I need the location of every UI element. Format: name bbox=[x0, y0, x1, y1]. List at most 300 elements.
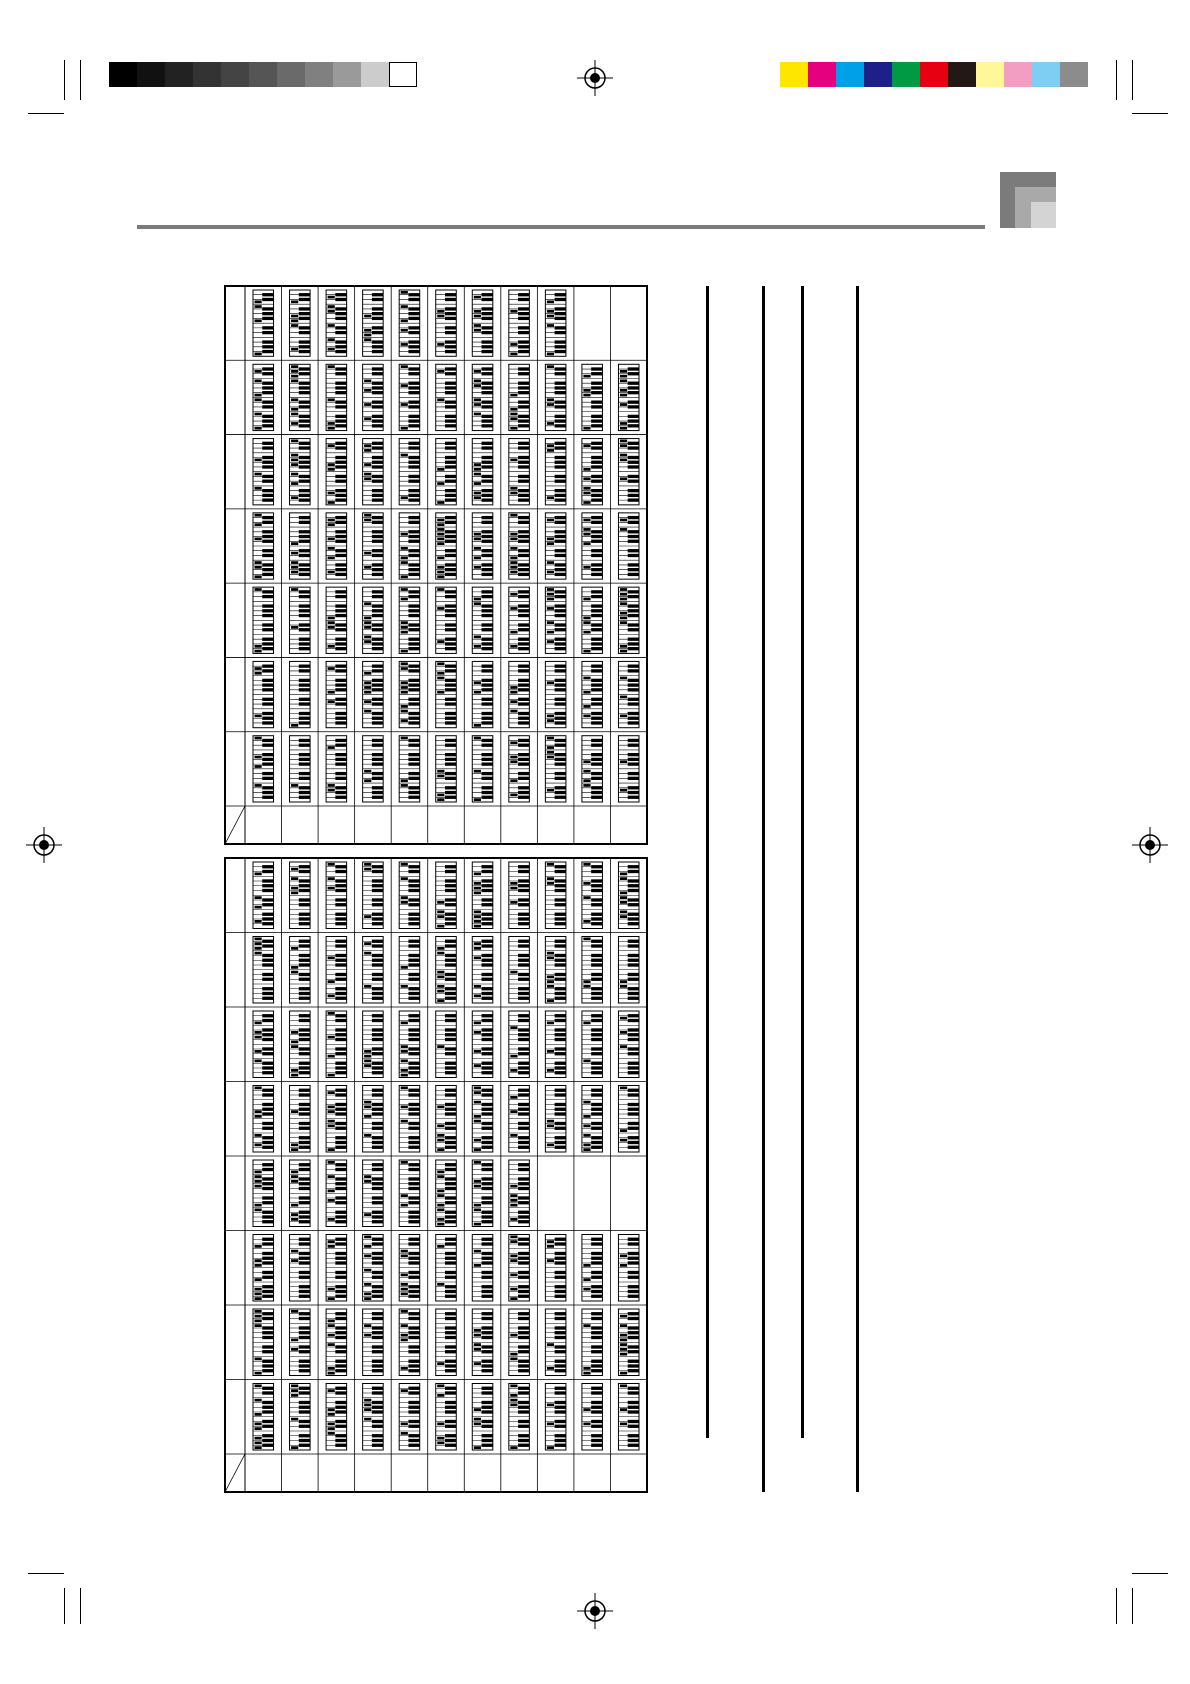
pressed-key-marker bbox=[583, 882, 590, 885]
pressed-key-marker bbox=[583, 427, 590, 430]
pressed-key-marker bbox=[401, 691, 408, 694]
pressed-key-marker bbox=[547, 1343, 554, 1346]
pressed-key-marker bbox=[583, 542, 590, 545]
pressed-key-marker bbox=[364, 640, 371, 643]
pressed-key-marker bbox=[547, 863, 554, 866]
pressed-key-marker bbox=[510, 1096, 517, 1099]
pressed-key-marker bbox=[437, 575, 444, 578]
pressed-key-marker bbox=[474, 737, 481, 740]
pressed-key-marker bbox=[583, 770, 590, 773]
pressed-key-marker bbox=[255, 1209, 262, 1212]
pressed-key-marker bbox=[437, 925, 444, 928]
pressed-key-marker bbox=[291, 459, 298, 462]
pressed-key-marker bbox=[255, 1245, 262, 1248]
pressed-key-marker bbox=[547, 607, 554, 610]
pressed-key-marker bbox=[364, 514, 371, 517]
pressed-key-marker bbox=[291, 1339, 298, 1342]
pressed-key-marker bbox=[510, 1110, 517, 1113]
pressed-key-marker bbox=[291, 319, 298, 322]
pressed-key-marker bbox=[255, 473, 262, 476]
pressed-key-marker bbox=[474, 566, 481, 569]
pressed-key-marker bbox=[401, 1334, 408, 1337]
pressed-key-marker bbox=[291, 1180, 298, 1183]
pressed-key-marker bbox=[620, 1324, 627, 1327]
pressed-key-marker bbox=[291, 454, 298, 457]
pressed-key-marker bbox=[328, 538, 335, 541]
pressed-key-marker bbox=[437, 566, 444, 569]
pressed-key-marker bbox=[510, 1385, 517, 1388]
pressed-key-marker bbox=[547, 877, 554, 880]
pressed-key-marker bbox=[364, 1293, 371, 1296]
pressed-key-marker bbox=[364, 329, 371, 332]
pressed-key-marker bbox=[401, 863, 408, 866]
pressed-key-marker bbox=[328, 463, 335, 466]
pressed-key-marker bbox=[291, 877, 298, 880]
pressed-key-marker bbox=[328, 980, 335, 983]
pressed-key-marker bbox=[547, 1120, 554, 1123]
pressed-key-marker bbox=[401, 1293, 408, 1296]
pressed-key-marker bbox=[401, 1120, 408, 1123]
pressed-key-marker bbox=[437, 538, 444, 541]
pressed-key-marker bbox=[547, 598, 554, 601]
pressed-key-marker bbox=[255, 1175, 262, 1178]
pressed-key-marker bbox=[255, 523, 262, 526]
pressed-key-marker bbox=[291, 887, 298, 890]
pressed-key-marker bbox=[401, 710, 408, 713]
pressed-key-marker bbox=[401, 1288, 408, 1291]
pressed-key-marker bbox=[583, 487, 590, 490]
pressed-key-marker bbox=[474, 1180, 481, 1183]
pressed-key-marker bbox=[547, 398, 554, 401]
pressed-key-marker bbox=[328, 468, 335, 471]
pressed-key-marker bbox=[474, 329, 481, 332]
pressed-key-marker bbox=[255, 1446, 262, 1449]
pressed-key-marker bbox=[510, 1199, 517, 1202]
pressed-key-marker bbox=[437, 1394, 444, 1397]
pressed-key-marker bbox=[547, 631, 554, 634]
pressed-key-marker bbox=[401, 547, 408, 550]
pressed-key-marker bbox=[474, 911, 481, 914]
pressed-key-marker bbox=[364, 617, 371, 620]
pressed-key-marker bbox=[620, 389, 627, 392]
pressed-key-marker bbox=[510, 533, 517, 536]
pressed-key-marker bbox=[328, 995, 335, 998]
pressed-key-marker bbox=[328, 348, 335, 351]
pressed-key-marker bbox=[401, 291, 408, 294]
pressed-key-marker bbox=[474, 398, 481, 401]
pressed-key-marker bbox=[328, 877, 335, 880]
pressed-key-marker bbox=[510, 514, 517, 517]
pressed-key-marker bbox=[583, 631, 590, 634]
pressed-key-marker bbox=[510, 1069, 517, 1072]
pressed-key-marker bbox=[620, 892, 627, 895]
pressed-key-marker bbox=[437, 607, 444, 610]
pressed-key-marker bbox=[474, 310, 481, 313]
pressed-key-marker bbox=[620, 598, 627, 601]
pressed-key-marker bbox=[620, 370, 627, 373]
pressed-key-marker bbox=[328, 1288, 335, 1291]
pressed-key-marker bbox=[364, 444, 371, 447]
pressed-key-marker bbox=[510, 1334, 517, 1337]
pressed-key-marker bbox=[328, 1190, 335, 1193]
pressed-key-marker bbox=[510, 1218, 517, 1221]
pressed-key-marker bbox=[364, 1269, 371, 1272]
pressed-key-marker bbox=[328, 691, 335, 694]
pressed-key-marker bbox=[328, 427, 335, 430]
pressed-key-marker bbox=[291, 375, 298, 378]
pressed-key-marker bbox=[547, 593, 554, 596]
pressed-key-marker bbox=[328, 645, 335, 648]
pressed-key-marker bbox=[620, 403, 627, 406]
pressed-key-marker bbox=[474, 403, 481, 406]
pressed-key-marker bbox=[510, 971, 517, 974]
pressed-key-marker bbox=[364, 1245, 371, 1248]
pressed-key-marker bbox=[401, 1283, 408, 1286]
pressed-key-marker bbox=[437, 1106, 444, 1109]
pressed-key-marker bbox=[620, 901, 627, 904]
pressed-key-marker bbox=[474, 957, 481, 960]
pressed-key-marker bbox=[620, 379, 627, 382]
pressed-key-marker bbox=[255, 1031, 262, 1034]
pressed-key-marker bbox=[328, 338, 335, 341]
pressed-key-marker bbox=[437, 971, 444, 974]
pressed-key-marker bbox=[583, 1022, 590, 1025]
pressed-key-marker bbox=[474, 468, 481, 471]
chord-table bbox=[225, 858, 647, 1492]
pressed-key-marker bbox=[510, 741, 517, 744]
pressed-key-marker bbox=[401, 1045, 408, 1048]
pressed-key-marker bbox=[620, 1129, 627, 1132]
pressed-key-marker bbox=[510, 1185, 517, 1188]
pressed-key-marker bbox=[255, 896, 262, 899]
pressed-key-marker bbox=[583, 394, 590, 397]
pressed-key-marker bbox=[474, 296, 481, 299]
pressed-key-marker bbox=[401, 496, 408, 499]
pressed-key-marker bbox=[474, 995, 481, 998]
pressed-key-marker bbox=[437, 901, 444, 904]
pressed-key-marker bbox=[474, 915, 481, 918]
pressed-key-marker bbox=[583, 1288, 590, 1291]
pressed-key-marker bbox=[547, 1446, 554, 1449]
pressed-key-marker bbox=[328, 1055, 335, 1058]
pressed-key-marker bbox=[620, 1423, 627, 1426]
pressed-key-marker bbox=[474, 925, 481, 928]
pressed-key-marker bbox=[328, 1408, 335, 1411]
pressed-key-marker bbox=[510, 1446, 517, 1449]
pressed-key-marker bbox=[437, 952, 444, 955]
pressed-key-marker bbox=[474, 798, 481, 801]
pressed-key-marker bbox=[401, 1324, 408, 1327]
pressed-key-marker bbox=[437, 588, 444, 591]
pressed-key-marker bbox=[474, 1446, 481, 1449]
pressed-key-marker bbox=[437, 640, 444, 643]
pressed-key-marker bbox=[255, 1297, 262, 1300]
pressed-key-marker bbox=[364, 686, 371, 689]
pressed-key-marker bbox=[510, 631, 517, 634]
pressed-key-marker bbox=[364, 700, 371, 703]
pressed-key-marker bbox=[620, 375, 627, 378]
pressed-key-marker bbox=[328, 626, 335, 629]
pressed-key-marker bbox=[437, 1423, 444, 1426]
pressed-key-marker bbox=[364, 1213, 371, 1216]
pressed-key-marker bbox=[291, 868, 298, 871]
pressed-key-marker bbox=[620, 422, 627, 425]
pressed-key-marker bbox=[547, 542, 554, 545]
pressed-key-marker bbox=[291, 542, 298, 545]
pressed-key-marker bbox=[583, 477, 590, 480]
pressed-key-marker bbox=[255, 947, 262, 950]
pressed-key-marker bbox=[437, 1362, 444, 1365]
pressed-key-marker bbox=[510, 1204, 517, 1207]
pressed-key-marker bbox=[583, 980, 590, 983]
pressed-key-marker bbox=[474, 724, 481, 727]
pressed-key-marker bbox=[328, 523, 335, 526]
pressed-key-marker bbox=[437, 1134, 444, 1137]
pressed-key-marker bbox=[291, 1069, 298, 1072]
pressed-key-marker bbox=[547, 719, 554, 722]
pressed-key-marker bbox=[510, 417, 517, 420]
pressed-key-marker bbox=[620, 911, 627, 914]
pressed-key-marker bbox=[291, 892, 298, 895]
pressed-key-marker bbox=[583, 1134, 590, 1137]
pressed-key-marker bbox=[437, 662, 444, 665]
pressed-key-marker bbox=[474, 873, 481, 876]
pressed-key-marker bbox=[364, 779, 371, 782]
pressed-key-marker bbox=[255, 398, 262, 401]
pressed-key-marker bbox=[437, 794, 444, 797]
pressed-key-marker bbox=[474, 681, 481, 684]
pressed-key-marker bbox=[437, 1045, 444, 1048]
pressed-key-marker bbox=[291, 626, 298, 629]
pressed-key-marker bbox=[364, 915, 371, 918]
vertical-rule bbox=[762, 286, 765, 1492]
pressed-key-marker bbox=[401, 384, 408, 387]
pressed-key-marker bbox=[547, 999, 554, 1002]
pressed-key-marker bbox=[401, 1423, 408, 1426]
pressed-key-marker bbox=[364, 1283, 371, 1286]
pressed-key-marker bbox=[547, 403, 554, 406]
pressed-key-marker bbox=[328, 617, 335, 620]
pressed-key-marker bbox=[364, 473, 371, 476]
pressed-key-marker bbox=[620, 915, 627, 918]
pressed-key-marker bbox=[620, 1045, 627, 1048]
pressed-key-marker bbox=[437, 1245, 444, 1248]
pressed-key-marker bbox=[474, 985, 481, 988]
pressed-key-marker bbox=[255, 1427, 262, 1430]
pressed-key-marker bbox=[328, 1148, 335, 1151]
pressed-key-marker bbox=[474, 602, 481, 605]
pressed-key-marker bbox=[437, 501, 444, 504]
pressed-key-marker bbox=[437, 370, 444, 373]
pressed-key-marker bbox=[255, 737, 262, 740]
pressed-key-marker bbox=[437, 1204, 444, 1207]
pressed-key-marker bbox=[620, 1017, 627, 1020]
pressed-key-marker bbox=[255, 942, 262, 945]
pressed-key-marker bbox=[328, 1320, 335, 1323]
pressed-key-marker bbox=[510, 459, 517, 462]
pressed-key-marker bbox=[328, 492, 335, 495]
pressed-key-marker bbox=[547, 1050, 554, 1053]
pressed-key-marker bbox=[620, 645, 627, 648]
pressed-key-marker bbox=[437, 519, 444, 522]
pressed-key-marker bbox=[510, 492, 517, 495]
pressed-key-marker bbox=[255, 566, 262, 569]
pressed-key-marker bbox=[255, 920, 262, 923]
pressed-key-marker bbox=[583, 468, 590, 471]
pressed-key-marker bbox=[547, 737, 554, 740]
pressed-key-marker bbox=[620, 477, 627, 480]
pressed-key-marker bbox=[510, 1297, 517, 1300]
pressed-key-marker bbox=[291, 1394, 298, 1397]
pressed-key-marker bbox=[255, 1310, 262, 1313]
pressed-key-marker bbox=[364, 1404, 371, 1407]
pressed-key-marker bbox=[437, 468, 444, 471]
pressed-key-marker bbox=[474, 473, 481, 476]
pressed-key-marker bbox=[583, 533, 590, 536]
pressed-key-marker bbox=[620, 454, 627, 457]
pressed-key-marker bbox=[510, 1055, 517, 1058]
pressed-key-marker bbox=[255, 300, 262, 303]
pressed-key-marker bbox=[291, 482, 298, 485]
pressed-key-marker bbox=[255, 1204, 262, 1207]
pressed-key-marker bbox=[364, 1408, 371, 1411]
pressed-key-marker bbox=[510, 645, 517, 648]
pressed-key-marker bbox=[547, 422, 554, 425]
pressed-key-marker bbox=[401, 1087, 408, 1090]
pressed-key-marker bbox=[437, 533, 444, 536]
pressed-key-marker bbox=[437, 310, 444, 313]
pressed-key-marker bbox=[291, 1175, 298, 1178]
pressed-key-marker bbox=[620, 588, 627, 591]
pressed-key-marker bbox=[437, 775, 444, 778]
pressed-key-marker bbox=[510, 1194, 517, 1197]
pressed-key-marker bbox=[328, 310, 335, 313]
pressed-key-marker bbox=[474, 1161, 481, 1164]
pressed-key-marker bbox=[437, 1171, 444, 1174]
pressed-key-marker bbox=[547, 588, 554, 591]
pressed-key-marker bbox=[291, 552, 298, 555]
pressed-key-marker bbox=[583, 501, 590, 504]
pressed-key-marker bbox=[437, 1190, 444, 1193]
pressed-key-marker bbox=[583, 1144, 590, 1147]
pressed-key-marker bbox=[255, 413, 262, 416]
pressed-key-marker bbox=[255, 305, 262, 308]
pressed-key-marker bbox=[255, 672, 262, 675]
pressed-key-marker bbox=[583, 1372, 590, 1375]
pressed-key-marker bbox=[437, 691, 444, 694]
pressed-key-marker bbox=[364, 1115, 371, 1118]
pressed-key-marker bbox=[583, 1423, 590, 1426]
pressed-key-marker bbox=[583, 705, 590, 708]
pressed-key-marker bbox=[401, 705, 408, 708]
pressed-key-marker bbox=[401, 650, 408, 653]
pressed-key-marker bbox=[583, 779, 590, 782]
pressed-key-marker bbox=[255, 1050, 262, 1053]
pressed-key-marker bbox=[255, 1399, 262, 1402]
pressed-key-marker bbox=[510, 1259, 517, 1262]
pressed-key-marker bbox=[510, 686, 517, 689]
pressed-key-marker bbox=[510, 691, 517, 694]
pressed-key-marker bbox=[401, 556, 408, 559]
pressed-key-marker bbox=[620, 1255, 627, 1258]
pressed-key-marker bbox=[401, 1069, 408, 1072]
pressed-key-marker bbox=[401, 1310, 408, 1313]
pressed-key-marker bbox=[474, 920, 481, 923]
pressed-key-marker bbox=[328, 1245, 335, 1248]
pressed-key-marker bbox=[510, 1134, 517, 1137]
pressed-key-marker bbox=[401, 1022, 408, 1025]
pressed-key-marker bbox=[364, 389, 371, 392]
pressed-key-marker bbox=[255, 1442, 262, 1445]
pressed-key-marker bbox=[474, 324, 481, 327]
pressed-key-marker bbox=[401, 901, 408, 904]
pressed-key-marker bbox=[474, 1185, 481, 1188]
pressed-key-marker bbox=[437, 1437, 444, 1440]
pressed-key-marker bbox=[474, 379, 481, 382]
pressed-key-marker bbox=[328, 1372, 335, 1375]
pressed-key-marker bbox=[510, 794, 517, 797]
pressed-key-marker bbox=[291, 324, 298, 327]
pressed-key-marker bbox=[401, 1389, 408, 1392]
pressed-key-marker bbox=[510, 310, 517, 313]
pressed-key-marker bbox=[328, 296, 335, 299]
pressed-key-marker bbox=[620, 896, 627, 899]
pressed-key-marker bbox=[474, 887, 481, 890]
pressed-key-marker bbox=[474, 1031, 481, 1034]
pressed-key-marker bbox=[364, 1399, 371, 1402]
pressed-key-marker bbox=[328, 1240, 335, 1243]
pressed-key-marker bbox=[583, 528, 590, 531]
pressed-key-marker bbox=[547, 789, 554, 792]
pressed-key-marker bbox=[255, 1320, 262, 1323]
pressed-key-marker bbox=[620, 715, 627, 718]
pressed-key-marker bbox=[547, 449, 554, 452]
pressed-key-marker bbox=[583, 1367, 590, 1370]
pressed-key-marker bbox=[474, 598, 481, 601]
pressed-key-marker bbox=[583, 691, 590, 694]
corner-diagonal bbox=[225, 806, 245, 844]
pressed-key-marker bbox=[620, 1408, 627, 1411]
pressed-key-marker bbox=[437, 976, 444, 979]
pressed-key-marker bbox=[401, 533, 408, 536]
pressed-key-marker bbox=[291, 1110, 298, 1113]
pressed-key-marker bbox=[291, 1031, 298, 1034]
pressed-key-marker bbox=[437, 1223, 444, 1226]
pressed-key-marker bbox=[437, 798, 444, 801]
pressed-key-marker bbox=[510, 1255, 517, 1258]
pressed-key-marker bbox=[510, 556, 517, 559]
pressed-key-marker bbox=[547, 681, 554, 684]
pressed-key-marker bbox=[547, 1245, 554, 1248]
pressed-key-marker bbox=[510, 1358, 517, 1361]
pressed-key-marker bbox=[583, 784, 590, 787]
pressed-key-marker bbox=[510, 547, 517, 550]
pressed-key-marker bbox=[583, 1125, 590, 1128]
pressed-key-marker bbox=[401, 621, 408, 624]
pressed-key-marker bbox=[474, 1343, 481, 1346]
pressed-key-marker bbox=[291, 1171, 298, 1174]
pressed-key-marker bbox=[364, 1324, 371, 1327]
pressed-key-marker bbox=[401, 427, 408, 430]
pressed-key-marker bbox=[364, 1134, 371, 1137]
pressed-key-marker bbox=[437, 1209, 444, 1212]
pressed-key-marker bbox=[583, 1278, 590, 1281]
pressed-key-marker bbox=[255, 353, 262, 356]
pressed-key-marker bbox=[255, 1115, 262, 1118]
pressed-key-marker bbox=[255, 1171, 262, 1174]
pressed-key-marker bbox=[364, 1050, 371, 1053]
pressed-key-marker bbox=[364, 338, 371, 341]
